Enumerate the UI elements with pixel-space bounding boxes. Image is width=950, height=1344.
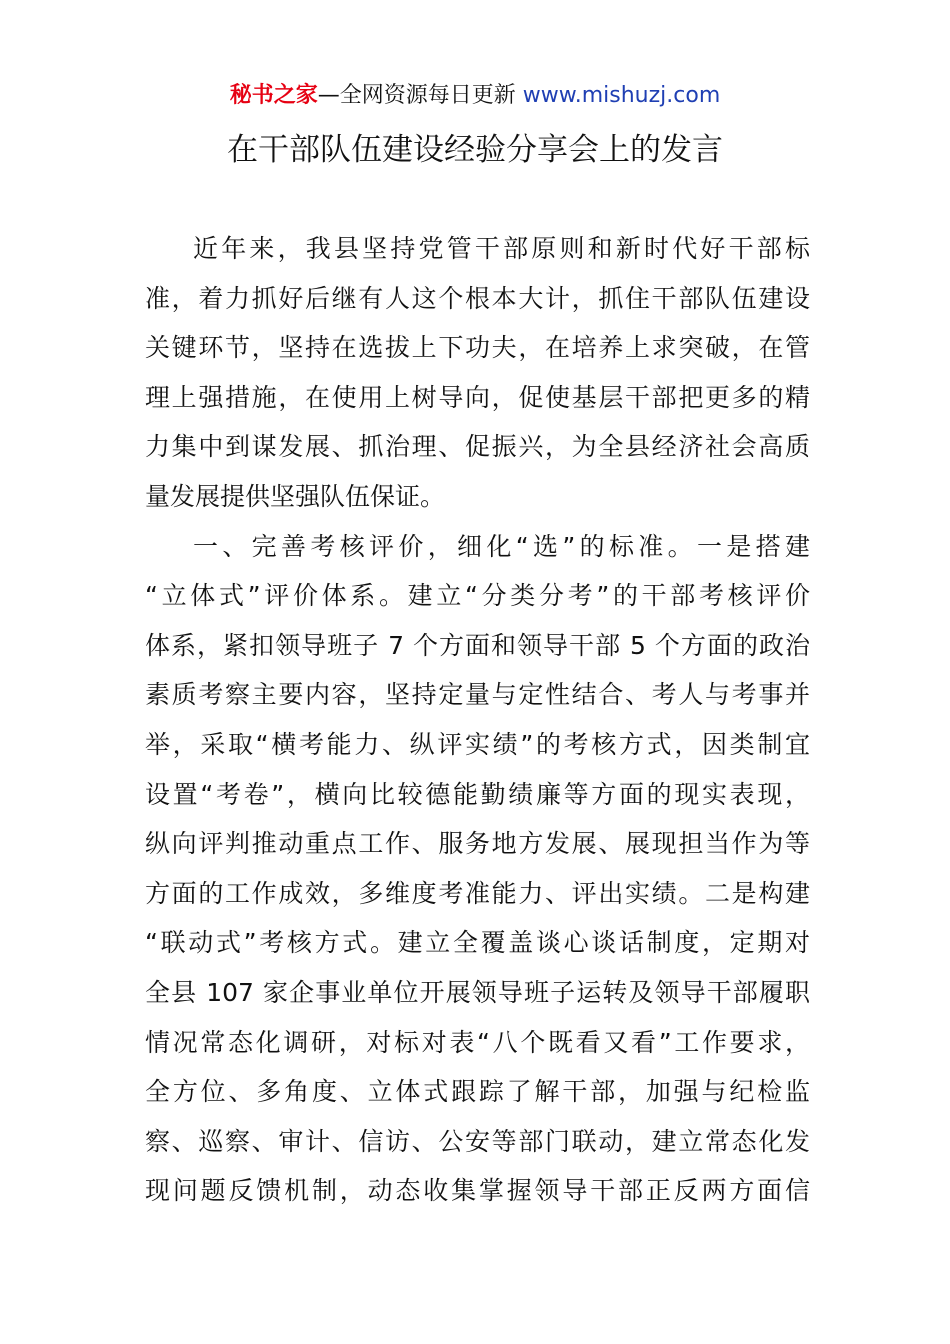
document-body xyxy=(145,224,810,1216)
site-url-link[interactable]: www.mishuzj.com xyxy=(522,83,721,108)
text-line: 纵向评判推动重点工作、服务地方发展、展现担当作为等 xyxy=(145,829,810,859)
text-line: “立体式”评价体系。建立“分类分考”的干部考核评价 xyxy=(145,581,810,611)
text-line: 方面的工作成效，多维度考准能力、评出实绩。二是构建 xyxy=(145,878,810,908)
site-tagline: —全网资源每日更新 xyxy=(317,83,516,108)
text-line: 量发展提供坚强队伍保证。 xyxy=(145,481,446,511)
text-line: 察、巡察、审计、信访、公安等部门联动，建立常态化发 xyxy=(145,1126,810,1156)
text-line: 体系，紧扣领导班子 7 个方面和领导干部 5 个方面的政治 xyxy=(145,630,810,660)
text-line: 力集中到谋发展、抓治理、促振兴，为全县经济社会高质 xyxy=(145,432,810,462)
text-line: 素质考察主要内容，坚持定量与定性结合、考人与考事并 xyxy=(145,680,810,710)
text-line: 准，着力抓好后继有人这个根本大计，抓住干部队伍建设 xyxy=(145,283,810,313)
text-line: 情况常态化调研，对标对表“八个既看又看”工作要求， xyxy=(145,1027,810,1057)
text-line: 设置“考卷”，横向比较德能勤绩廉等方面的现实表现， xyxy=(145,779,810,809)
text-line: 举，采取“横考能力、纵评实绩”的考核方式，因类制宜 xyxy=(145,729,810,759)
section-heading-line: 一、完善考核评价，细化“选”的标准。一是搭建 xyxy=(193,531,810,561)
text-line: 关键环节，坚持在选拔上下功夫，在培养上求突破，在管 xyxy=(145,333,810,363)
document-title: 在干部队伍建设经验分享会上的发言 xyxy=(227,132,723,168)
site-brand: 秘书之家 xyxy=(229,83,318,108)
site-header xyxy=(0,80,950,112)
text-line: 全县 107 家企事业单位开展领导班子运转及领导干部履职 xyxy=(145,977,810,1007)
text-line: 近年来，我县坚持党管干部原则和新时代好干部标 xyxy=(193,234,810,263)
text-line: “联动式”考核方式。建立全覆盖谈心谈话制度，定期对 xyxy=(145,928,810,958)
text-line: 全方位、多角度、立体式跟踪了解干部，加强与纪检监 xyxy=(145,1077,810,1107)
text-line: 理上强措施，在使用上树导向，促使基层干部把更多的精 xyxy=(145,382,810,412)
text-line: 现问题反馈机制，动态收集掌握领导干部正反两方面信 xyxy=(145,1176,810,1206)
